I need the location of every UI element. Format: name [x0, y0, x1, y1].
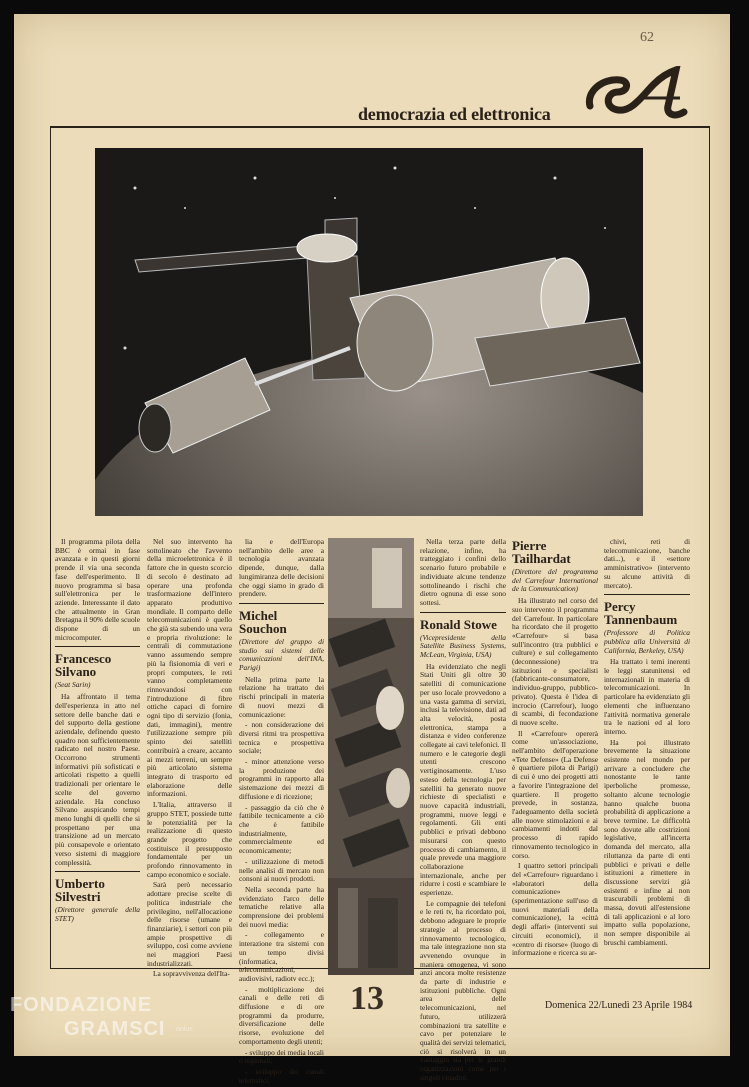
tailhardat-paragraph-1: Ha illustrato nel corso del suo intervento il programma del Carrefour. In particolare ha ricordato che il progetto «Carrefour» si basa sull'incontro (tra pubblici e culture) e sul collegamento (deconnessione) tra istituzioni e specialisti (fabbricante-consumatore, individuo-gruppo, pubblico-privato). Questa è l'idea di incrocio (Carrefour), luogo di scambi, di fecondazione di nuove scelte. — [512, 596, 598, 727]
speaker-role-stowe: (Vicepresidente della Satellite Business Systems, McLean, Virginia, USA) — [420, 632, 506, 660]
stowe-paragraph-1: Ha evidenziato che negli Stati Uniti gli oltre 30 satelliti di comunicazione per uso locale provvedono a una vasta gamma di servizi, inclusi la televisione, dati ad alta velocità, posta elettronica, stampa a distanza e video conferenze collegate ai cavi telefonici. Il numero e le categorie degli utenti crescono vertiginosamente. L'uso esteso della tecnologia per satelliti ha generato nuove richieste di specialisti e nuove capacità industriali, programmi, nuove leggi e regolamenti. Gli enti pubblici e privati debbono misurarsi con questo processo di cambiamento, il quale prevede una maggiore collaborazione internazionale, anche per ridurre i costi e scambiare le esperienze. — [420, 661, 506, 898]
speaker-role-tannenbaum: (Professore di Politica pubblica alla Università di California, Berkeley, USA) — [604, 628, 690, 655]
speaker-role-silvestri: (Direttore generale della STET) — [55, 905, 140, 923]
computer-lab-illustration — [328, 538, 414, 975]
silvestri-continuation: lia e dell'Europa nell'ambito delle aree a tecnologia avanzata dipende, dunque, dalla lungimiranza delle decisioni che oggi siamo in grado di prendere. — [239, 537, 324, 599]
speaker-name-silvano: Francesco Silvano — [55, 651, 112, 680]
souchon-paragraph-2: Nella seconda parte ha evidenziato l'arco delle tematiche relative alla comprensione dei problemi dei nuovi media: — [239, 884, 324, 929]
page-number: 13 — [350, 980, 384, 1017]
satellite-photo — [95, 148, 643, 516]
souchon-paragraph-1: Nella prima parte la relazione ha trattato dei rischi principali in materia di nuovi mezzi di comunicazione: — [239, 674, 324, 719]
computer-lab-photo — [328, 538, 414, 975]
silvestri-paragraph-4: La sopravvivenza dell'Ita- — [153, 969, 230, 979]
column-divider — [420, 612, 506, 613]
column-divider — [55, 646, 140, 647]
intro-paragraph: Il programma pilota della BBC è ormai in fase avanzata e in questi giorni prende il via una seconda fase dell'esperimento. Il nuovo programma si basa sull'elettronica per le aziende. Interessante il dato che attualmente in Gran Bretagna il 90% delle scuole dispone di un microcomputer. — [55, 537, 140, 642]
frame-left-rule — [50, 126, 51, 968]
column-divider — [239, 603, 324, 604]
souchon-item-2: - minor attenzione verso la produzione dei programmi in rapporto alla sistemazione dei mezzi di diffusione e di ricezione; — [239, 757, 324, 801]
silvestri-paragraph-1: Nel suo intervento ha sottolineato che l'avvento della microelettronica è il fattore che in questo scorcio di secolo è destinato ad operare una profonda trasformazione dell'intero apparato produttivo mondiale. Il comparto delle telecomunicazioni è quello che già sta subendo una vera e propria rivoluzione: le centrali di commutazione vanno assumendo sempre più la fisionomia di veri e propri computers, le reti vanno completamente rinnovandosi con l'introduzione di fibre ottiche capaci di fornire ogni tipo di servizio (fonia, dati, immagini), mentre l'utilizzazione sempre più spinto dei satelliti contribuirà a creare, accanto ai mezzi terreni, un sempre più articolato sistema integrato di trasporto ed elaborazione delle informazioni. — [147, 537, 232, 799]
speaker-name-stowe: Ronald Stowe — [420, 616, 497, 632]
speaker-name-tannenbaum: Percy Tannenbaum — [604, 599, 678, 628]
silvestri-paragraph-2: L'Italia, attraverso il gruppo STET, possiede tutte le potenzialità per la realizzazione di questo grande progetto che costituisce il presupposto fondamentale per un profondo rinnovamento in campo economico e sociale. — [147, 800, 232, 879]
dateline: Domenica 22/Lunedì 23 Aprile 1984 — [545, 1000, 693, 1011]
frame-top-rule — [50, 126, 710, 128]
article-column-5 — [512, 534, 598, 960]
page-title: democrazia ed elettronica — [358, 104, 551, 124]
speaker-name-tailhardat: Pierre Tailhardat — [512, 538, 571, 566]
frame-right-rule — [709, 126, 710, 968]
column-divider — [55, 871, 140, 872]
section-logo — [584, 66, 692, 128]
page-stamp: 62 — [640, 30, 654, 45]
souchon-item-3: - passaggio da ciò che è fattibile tecnicamente a ciò che è fattibile industrialmente, commercialmente ed economicamente; — [239, 802, 324, 856]
tannenbaum-paragraph-1: Ha trattato i temi inerenti le leggi statunitensi ed internazionali in materia di telecomunicazioni. In particolare ha evidenziato gli elementi che influenzano l'attività normativa generale tra le nazioni ed al loro interno. — [604, 657, 690, 736]
souchon-item-5: - collegamento e interazione tra sistemi con un tempo divisi (informatica, telecomunicazioni, audiovisivi, radiotv ecc.); — [239, 930, 324, 983]
souchon-paragraph-3: Nella terza parte della relazione, infine, ha tratteggiato i confini dello scenario futuro probabile e individuate alcune tendenze sottolineando i rischi che dietro ognuna di esse sono sottesi. — [420, 537, 506, 607]
article-column-6 — [604, 538, 690, 950]
souchon-item-1: - non considerazione dei diversi ritmi tra prospettiva tecnica e prospettiva sociale; — [239, 720, 324, 756]
logo-letter: A — [656, 95, 658, 97]
souchon-item-7: - sviluppo dei media locali o regionali; — [239, 1047, 324, 1066]
archive-watermark: FONDAZIONE — [10, 994, 153, 1016]
article-column-3 — [239, 538, 324, 1087]
speaker-role-tailhardat: (Direttore del programma del Carrefour International de la Communication) — [512, 567, 598, 594]
satellite-illustration — [95, 148, 643, 516]
column-divider — [604, 594, 690, 595]
speaker-role-silvano: (Seat Sarin) — [55, 680, 91, 690]
tailhardat-continuation: chivi, reti di telecomunicazione, banche dati...), e il «settore amministrativo» (intervento su alcune attività di mercato). — [604, 537, 690, 590]
speaker-role-souchon: (Direttore del gruppo di studio sui sistemi delle comunicazioni dell'INA, Parigi) — [239, 636, 324, 673]
tailhardat-paragraph-3: I quattro settori principali del «Carrefour» riguardano i «laboratori della comunicazione» (sperimentazione sull'uso di nuovi materiali della comunicazione), la «città degli affari» (interventi sui circuiti economici), il «centro di risorse» (luogo di informazione e ricerca su ar- — [512, 861, 598, 958]
article-column-1 — [55, 538, 140, 927]
tannenbaum-paragraph-2: Ha poi illustrato brevemente la situazione esistente nel mondo per arrivare a concludere che nonostante le tante iperboliche promesse, soltanto alcune tecnologie hanno qualche buona probabilità di applicazione a breve termine. Le difficoltà sono dovute alle costrizioni legislative, all'incerta domanda del mercato, alla riluttanza da parte di enti pubblici e privati e delle istituzioni a rimettere in discussione servizi già esistenti e infine ai non trascurabili problemi di massa, dovuti all'estensione di tali applicazioni e al loro impatto sulla popolazione, non sempre disponibile ai bruschi cambiamenti. — [604, 737, 690, 947]
tailhardat-paragraph-2: Il «Carrefour» opererà come un'associazione, nell'ambito dell'operazione «Tete Defense» (La Defense è quartiere pilota di Parigi) di cui è uno dei progetti atti a favorire l'integrazione del quartiere. Il progetto prevede, in sostanza, l'adeguamento della società alle nuove stimolazioni e ai cambiamenti indotti dal processo di rapido rinnovamento tecnologico in corso. — [512, 728, 598, 860]
stowe-paragraph-2: Le compagnie dei telefoni e le reti tv, ha ricordato poi, debbono adeguare le proprie strategie al processo di rinnovamento tecnologico, ma tale integrazione non sta avvenendo ovunque in maniera omogenea, vi sono anzi ancora molte resistenze da parte di industrie e istituzioni pubbliche. Ogni area delle telecomunicazioni, nel futuro, utilizzerà combinazioni tra satellite e cavo per potenziare le qualità dei servizi telematici, ciò si risolverà in un vantaggio sia per le grandi organizzazioni come per i singoli cittadini. — [420, 898, 506, 1082]
speaker-name-souchon: Michel Souchon — [239, 607, 287, 636]
silvestri-paragraph-3: Sarà però necessario adottare precise scelte di politica industriale che privilegino, nell'allocazione delle risorse (umane e finanziarie), i settori con più ampie prospettive di sviluppo, così come avviene nei maggiori Paesi industrializzati. — [147, 880, 232, 968]
souchon-item-4: - utilizzazione di metodi nelle analisi di mercato non consoni ai nuovi prodotti. — [239, 856, 324, 884]
speaker-name-silvestri: Umberto Silvestri — [55, 876, 105, 905]
article-column-4 — [420, 538, 506, 1084]
archive-watermark-line-2: GRAMSCI — [64, 1018, 166, 1040]
souchon-item-6: - moltiplicazione dei canali e delle reti di diffusione e di ore programmi da produrre, diversificazione delle risorse, evoluzione del comportamento degli utenti; — [239, 984, 324, 1046]
article-column-2 — [147, 538, 232, 981]
archive-watermark-sub: onlus — [176, 1026, 193, 1033]
silvano-paragraph: Ha affrontato il tema dell'esperienza in atto nel settore delle banche dati e del supporto della gestione aziendale, definendo questo quadro non sufficientemente radicato nel nostro Paese. Occorrono strumenti informativi più sofisticati e articolati rispetto a quelli tradizionali per orientare le scelte del governo aziendale. Ha concluso Silvano auspicando tempi meno lunghi di quelli che si prospettano per una transizione ad un mercato più consapevole e orientato verso sistemi di maggiore complessità. — [55, 692, 140, 867]
souchon-item-8: - sviluppo dei canali telematici. — [239, 1066, 324, 1085]
